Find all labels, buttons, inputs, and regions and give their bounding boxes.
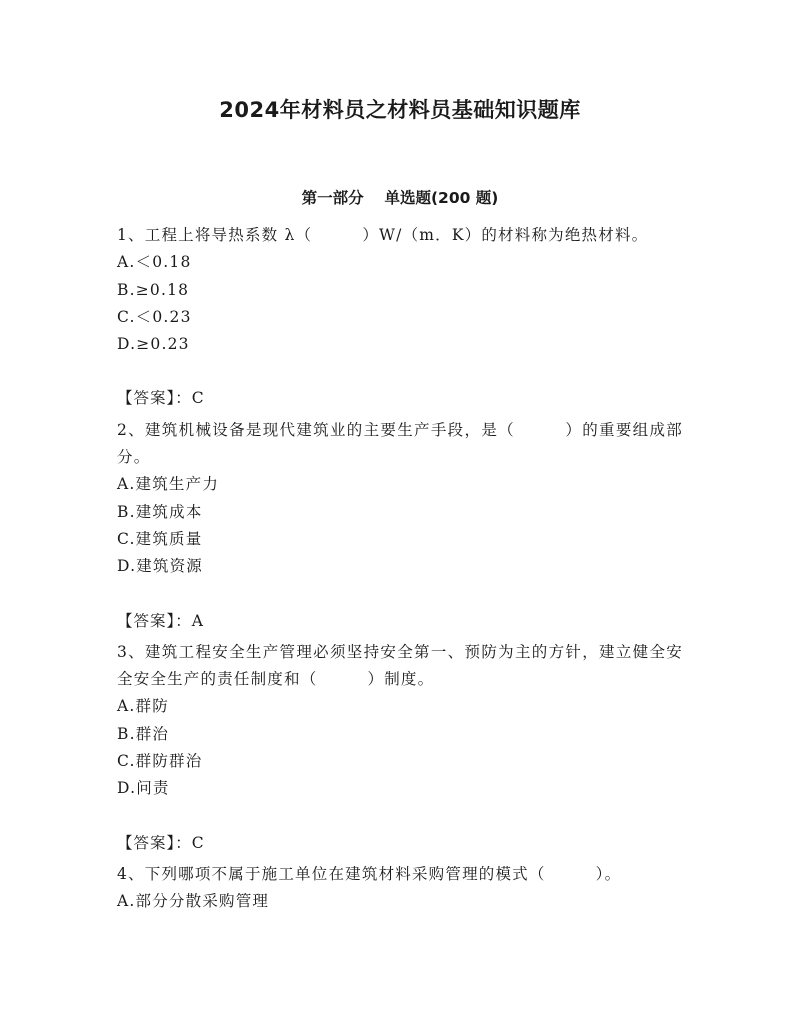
document-title: 2024年材料员之材料员基础知识题库 (219, 98, 581, 122)
question-2 (117, 417, 683, 635)
option-d: D.问责 (117, 779, 170, 798)
option-c: C.群防群治 (117, 752, 203, 771)
question-list (117, 222, 683, 916)
option-b: B.建筑成本 (117, 502, 203, 521)
option-c: C.建筑质量 (117, 529, 203, 548)
question-stem: 2、建筑机械设备是现代建筑业的主要生产手段，是（ ）的重要组成部分。 (117, 420, 683, 467)
question-4 (117, 861, 683, 916)
question-stem: 3、建筑工程安全生产管理必须坚持安全第一、预防为主的方针，建立健全安全安全生产的责任制度和（ ）制度。 (117, 642, 683, 689)
answer-line: 【答案】：C (117, 833, 205, 852)
question-stem: 1、工程上将导热系数 λ（ ）W/（m．K）的材料称为绝热材料。 (117, 226, 649, 244)
option-d: D.≥0.23 (117, 335, 190, 354)
question-3 (117, 639, 683, 857)
option-b: B.≥0.18 (117, 280, 190, 299)
section-title: 第一部分 单选题(200 题) (301, 189, 499, 207)
option-c: C.＜0.23 (117, 307, 192, 326)
option-a: A.群防 (117, 697, 169, 716)
answer-line: 【答案】：A (117, 611, 204, 630)
option-b: B.群治 (117, 724, 170, 743)
question-stem: 4、下列哪项不属于施工单位在建筑材料采购管理的模式（ ）。 (117, 864, 622, 883)
option-a: A.部分分散采购管理 (117, 892, 270, 911)
option-a: A.建筑生产力 (117, 475, 220, 494)
answer-line: 【答案】：C (117, 389, 205, 408)
question-1 (117, 222, 683, 413)
option-d: D.建筑资源 (117, 557, 204, 576)
option-a: A.＜0.18 (117, 253, 192, 272)
